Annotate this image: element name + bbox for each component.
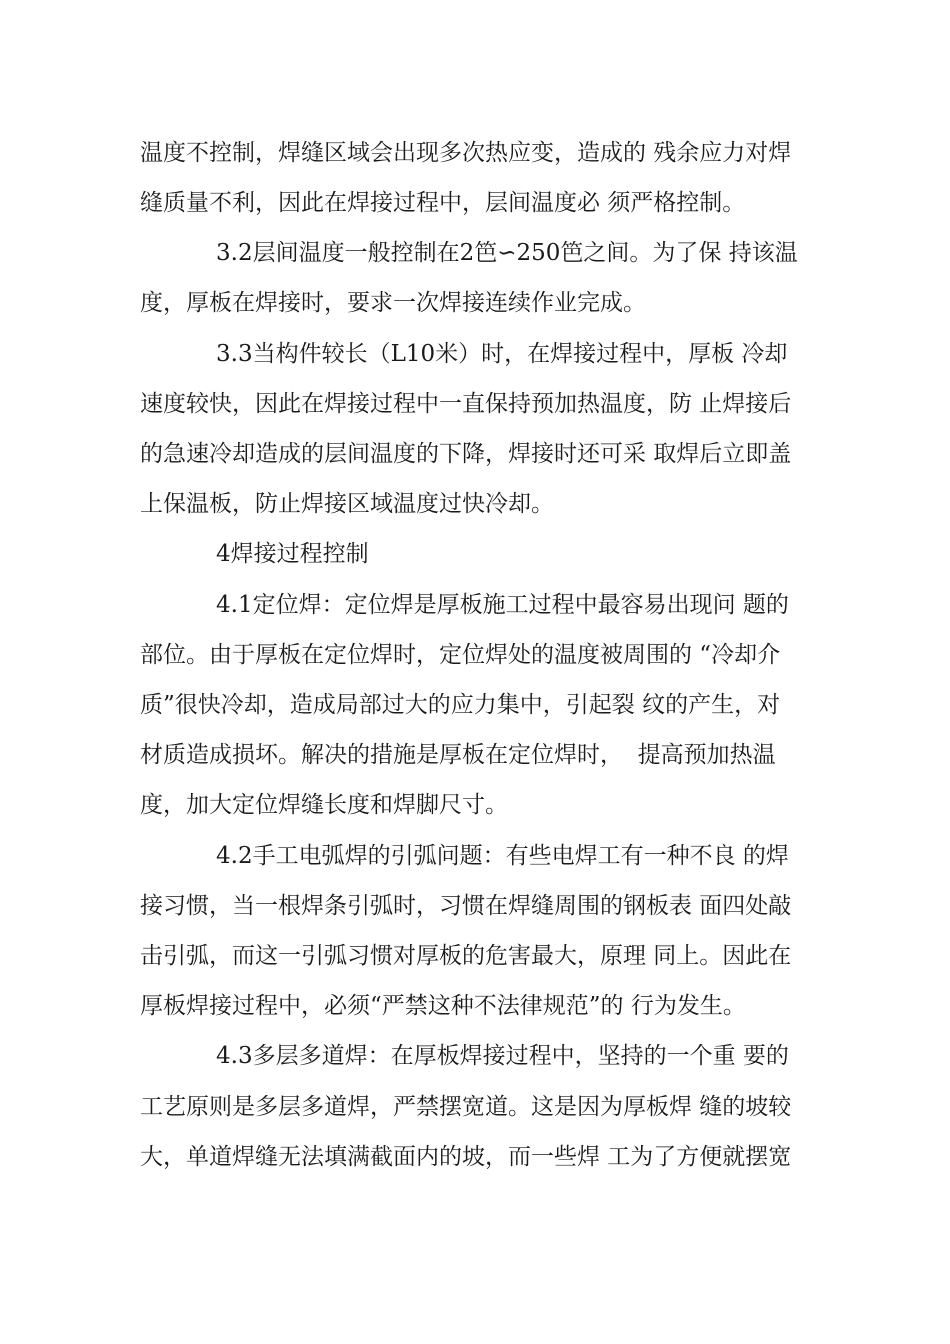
text-line-7: 的急速冷却造成的层间温度的下降，焊接时还可采 取焊后立即盖 [140,441,792,467]
text-line-16: 接习惯，当一根焊条引弧时，习惯在焊缝周围的钢板表 面四处敲 [140,893,792,919]
section-heading: 4焊接过程控制 [216,541,369,567]
text-line-4: 度，厚板在焊接时，要求一次焊接连续作业完成。 [140,290,646,316]
text-line-20: 工艺原则是多层多道焊，严禁摆宽道。这是因为厚板焊 缝的坡较 [140,1094,792,1120]
text-line-10: 4.1定位焊：定位焊是厚板施工过程中最容易出现问 题的 [216,592,789,618]
text-line-17: 击引弧，而这一引弧习惯对厚板的危害最大，原理 同上。因此在 [140,943,792,969]
text-line-19: 4.3多层多道焊：在厚板焊接过程中，坚持的一个重 要的 [216,1043,789,1069]
text-line-1: 温度不控制，焊缝区域会出现多次热应变，造成的 残余应力对焊 [140,140,792,166]
text-line-3: 3.2层间温度一般控制在2笆∽250笆之间。为了保 持该温 [216,240,798,266]
text-line-11: 部位。由于厚板在定位焊时，定位焊处的温度被周围的 “冷却介 [140,642,781,668]
text-line-8: 上保温板，防止焊接区域温度过快冷却。 [140,491,554,517]
text-line-6: 速度较快，因此在焊接过程中一直保持预加热温度，防 止焊接后 [140,391,792,417]
text-line-5: 3.3当构件较长（L10米）时，在焊接过程中，厚板 冷却 [216,341,788,367]
text-line-14: 度，加大定位焊缝长度和焊脚尺寸。 [140,792,508,818]
text-line-12: 质”很快冷却，造成局部过大的应力集中，引起裂 纹的产生，对 [140,692,781,718]
text-line-21: 大，单道焊缝无法填满截面内的坡，而一些焊 工为了方便就摆宽 [140,1144,792,1170]
text-line-13: 材质造成损坏。解决的措施是厚板在定位焊时， 提高预加热温 [140,742,776,768]
text-line-2: 缝质量不利，因此在焊接过程中，层间温度必 须严格控制。 [140,190,746,216]
text-line-15: 4.2手工电弧焊的引弧问题：有些电焊工有一种不良 的焊 [216,843,789,869]
text-line-18: 厚板焊接过程中，必须“严禁这种不法律规范”的 行为发生。 [140,993,746,1019]
